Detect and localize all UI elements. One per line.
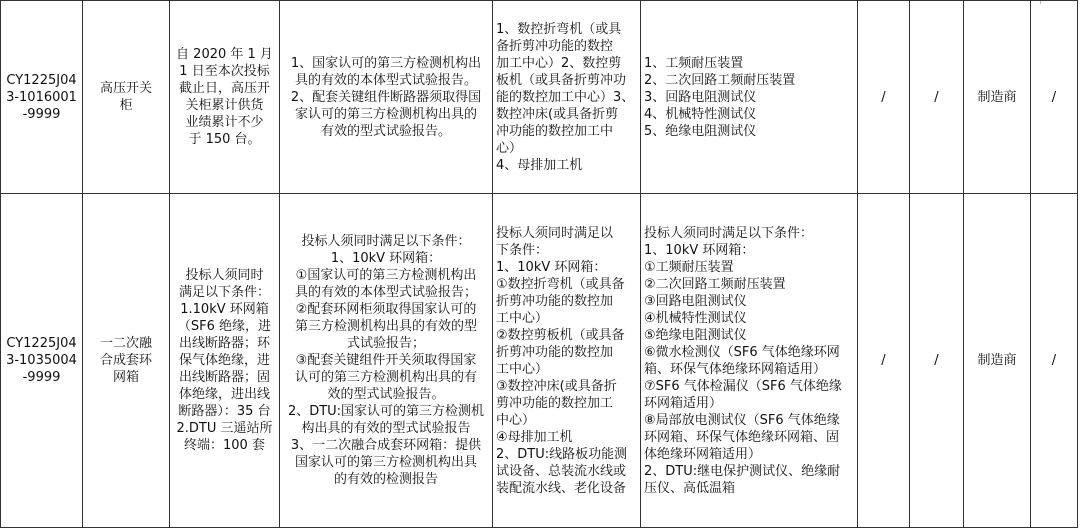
text-line: 具的有效的本体型式试验报告；: [294, 285, 477, 300]
text-line: 冲功能的数控加工中: [496, 123, 614, 139]
text-line: 业绩累计不少: [185, 115, 264, 130]
text-line: 环网箱适用）: [644, 395, 723, 411]
text-line: 4、机械特性测试仪: [644, 106, 757, 122]
text-line: 1、工频耐压装置: [644, 55, 744, 71]
performance-cell: [170, 1, 280, 194]
text-line: 家认可的第三方检测机构出具的: [294, 106, 477, 122]
text-line: ③数控冲床(或具备折: [496, 378, 617, 394]
text-line: 投标人须同时满足以: [496, 225, 614, 241]
text-line: 1 日至本次投标: [179, 64, 270, 79]
production-equipment-cell: [493, 1, 641, 194]
code-lines: [4, 72, 79, 123]
text-line: 2、DTU:国家认可的第三方检测机: [287, 404, 485, 419]
text-line: 柜: [119, 98, 133, 113]
text-line: 折剪冲功能的数控加: [496, 344, 614, 360]
text-line: 自 2020 年 1 月: [176, 47, 273, 62]
text-line: 2、配套关键组件断路器须取得国: [290, 89, 482, 105]
text-line: ②数控剪板机（或具备: [496, 327, 625, 343]
text-line: 保气体绝缘，进: [178, 353, 270, 368]
text-line: 出线断路器；固: [178, 370, 270, 385]
text-line: 2、DTU:继电保护测试仪、绝缘耐: [644, 463, 841, 479]
text-line: ①国家认可的第三方检测机构出: [295, 268, 477, 283]
text-line: 1、10kV 环网箱：: [644, 242, 755, 258]
text-line: 工中心）: [496, 361, 549, 377]
name-lines: [86, 335, 166, 386]
text-line: ⑥微水检测仪（SF6 气体绝缘环网: [644, 344, 840, 360]
text-line: 第三方检测机构出具的有效的型: [294, 319, 477, 334]
text-line: 下条件：: [496, 242, 549, 258]
production-lines: [496, 225, 637, 497]
text-line: 投标人须同时满足以下条件：: [301, 234, 471, 249]
text-line: ③回路电阻测试仪: [644, 293, 747, 309]
text-line: ④机械特性测试仪: [644, 310, 747, 326]
supplier-type-cell: 制造商: [964, 194, 1031, 528]
text-line: 截止日，高压开: [178, 81, 270, 96]
text-line: 1、国家认可的第三方检测机构出: [290, 55, 482, 71]
text-line: 终端：100 套: [184, 438, 265, 453]
text-line: 3-1035004: [6, 353, 77, 368]
text-line: 4、母排加工机: [496, 157, 583, 173]
text-line: 3-1016001: [6, 89, 77, 105]
text-line: CY1225J04: [6, 72, 77, 88]
text-line: 于 150 台。: [188, 132, 261, 147]
text-line: 中心）: [496, 412, 536, 428]
text-line: ②配套环网柜须取得国家认可的: [295, 302, 477, 317]
text-line: 装配流水线、老化设备: [496, 480, 627, 496]
text-line: 3、一二次融合成套环网箱：提供: [290, 438, 482, 453]
cert-lines: [283, 233, 489, 488]
text-line: 认可的第三方检测机构出具的有: [294, 370, 477, 385]
text-line: 5、绝缘电阻测试仪: [644, 123, 757, 139]
text-line: CY1225J04: [6, 336, 77, 351]
text-line: 满足以下条件：: [178, 285, 270, 300]
col7-cell: /: [858, 1, 910, 194]
text-line: 2、DTU:线路板功能测: [496, 446, 628, 462]
text-line: 环网箱、环保气体绝缘环网箱、固: [644, 429, 840, 445]
text-line: 数控冲床(或具备折剪: [496, 106, 619, 122]
text-line: 1、10kV 环网箱：: [496, 259, 607, 275]
text-line: 关柜累计供货: [185, 98, 264, 113]
certification-cell: [280, 1, 493, 194]
text-line: 箱、环保气体绝缘环网箱适用）: [644, 361, 827, 377]
text-line: 断路器）：35 台: [178, 404, 271, 419]
supplier-type-cell: 制造商: [964, 1, 1031, 194]
material-name-cell: [83, 194, 170, 528]
text-line: ④母排加工机: [496, 429, 573, 445]
text-line: 体绝缘环网箱适用）: [644, 446, 762, 462]
test-equipment-cell: [641, 194, 858, 528]
text-line: -9999: [22, 106, 61, 122]
text-line: ⑦SF6 气体检漏仪（SF6 气体绝缘: [644, 378, 842, 394]
text-line: ①工频耐压装置: [644, 259, 734, 275]
text-line: 剪冲功能的数控加工: [496, 395, 614, 411]
text-line: 2.DTU 三遥站所: [176, 421, 273, 436]
text-line: 投标人须同时: [185, 268, 264, 283]
col7-cell: /: [858, 194, 910, 528]
material-name-cell: [83, 1, 170, 194]
col8-cell: /: [910, 1, 964, 194]
test-lines: [644, 55, 854, 140]
text-line: 能的数控加工中心）3、: [496, 89, 635, 105]
text-line: 试设备、总装流水线或: [496, 463, 627, 479]
material-code-cell: [1, 1, 83, 194]
text-line: ②二次回路工频耐压装置: [644, 276, 786, 292]
text-line: 备折剪冲功能的数控: [496, 38, 614, 54]
text-line: 具的有效的本体型式试验报告。: [294, 72, 477, 88]
text-line: 一二次融: [99, 336, 152, 351]
text-line: 1.10kV 环网箱: [180, 302, 269, 317]
col10-cell: /: [1031, 1, 1078, 194]
test-equipment-cell: [641, 1, 858, 194]
text-line: 国家认可的第三方检测机构出具: [294, 455, 477, 470]
text-line: 折剪冲功能的数控加: [496, 293, 614, 309]
text-line: 1、10kV 环网箱：: [330, 251, 442, 266]
text-line: 2、二次回路工频耐压装置: [644, 72, 796, 88]
text-line: 1、数控折弯机（或具: [496, 21, 622, 37]
table-row-high-voltage-switchgear: [1, 1, 1078, 194]
text-line: 效的型式试验报告。: [327, 387, 445, 402]
performance-cell: [170, 194, 280, 528]
text-line: 3、回路电阻测试仪: [644, 89, 757, 105]
code-lines: [4, 335, 79, 386]
text-line: 加工中心）2、数控剪: [496, 55, 622, 71]
performance-lines: [173, 46, 276, 148]
text-line: ①数控折弯机（或具备: [496, 276, 625, 292]
production-equipment-cell: [493, 194, 641, 528]
table-row-ring-main-unit: [1, 194, 1078, 528]
text-line: -9999: [22, 370, 61, 385]
text-line: ⑤绝缘电阻测试仪: [644, 327, 747, 343]
name-lines: [86, 80, 166, 114]
production-lines: [496, 21, 637, 174]
text-line: 构出具的有效的型式试验报告: [301, 421, 471, 436]
text-line: （SF6 绝缘，进: [177, 319, 272, 334]
text-line: 网箱: [112, 370, 139, 385]
text-line: ⑧局部放电测试仪（SF6 气体绝缘: [644, 412, 840, 428]
text-line: 投标人须同时满足以下条件：: [644, 225, 814, 241]
certification-cell: [280, 194, 493, 528]
text-line: ③配套关键组件开关须取得国家: [295, 353, 477, 368]
material-code-cell: [1, 194, 83, 528]
col10-cell: /: [1031, 194, 1078, 528]
text-line: 心）: [496, 140, 523, 156]
text-line: 有效的型式试验报告。: [320, 123, 451, 139]
text-line: 高压开关: [99, 81, 152, 96]
text-line: 压仪、高低温箱: [644, 480, 736, 496]
text-line: 出线断路器；环: [178, 336, 270, 351]
text-line: 合成套环: [99, 353, 152, 368]
cert-lines: [283, 55, 489, 140]
text-line: 的有效的检测报告: [333, 472, 438, 487]
text-line: 板机（或具备折剪冲功: [496, 72, 627, 88]
text-line: 工中心）: [496, 310, 549, 326]
col8-cell: /: [910, 194, 964, 528]
performance-lines: [173, 267, 276, 454]
text-line: 体绝缘，进出线: [178, 387, 270, 402]
text-line: 式试验报告；: [346, 336, 425, 351]
test-lines: [644, 225, 854, 497]
